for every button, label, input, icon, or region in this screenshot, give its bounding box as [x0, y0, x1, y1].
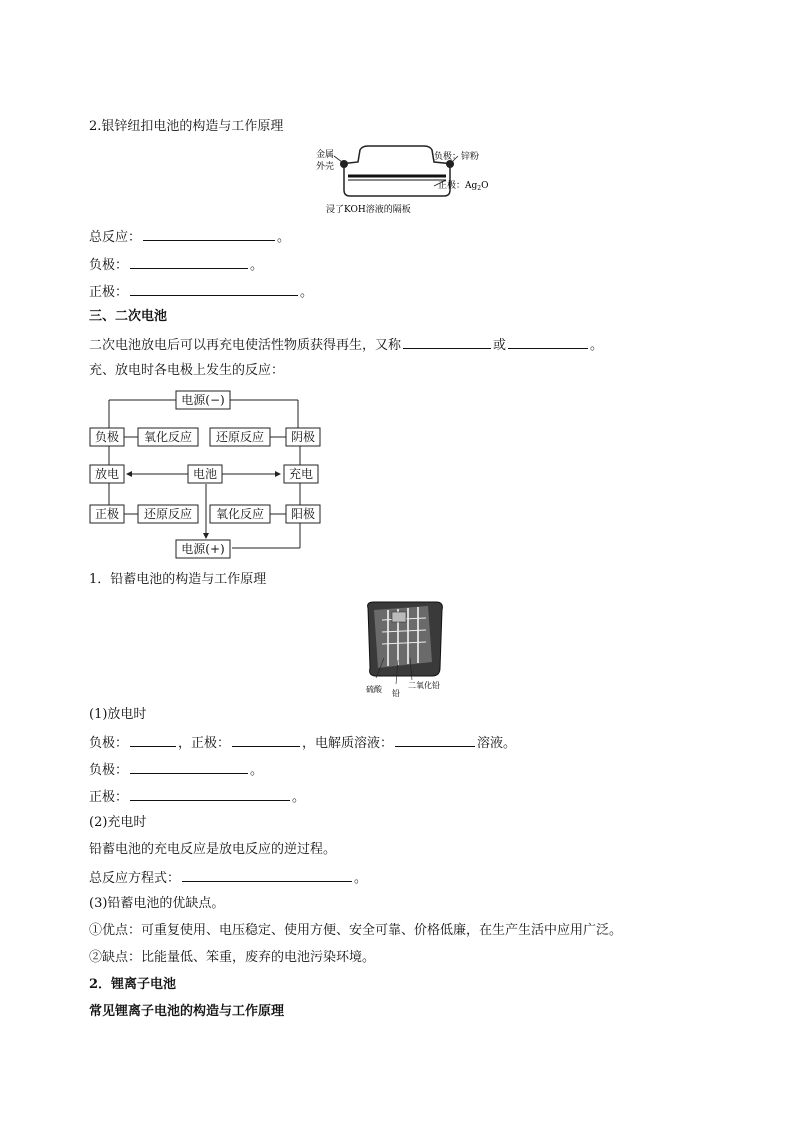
positive-ag2o-label: 正极：Ag [438, 181, 478, 191]
alias-blank-1[interactable] [403, 335, 491, 349]
pros-cons-heading: (3)铅蓄电池的优缺点。 [89, 896, 225, 911]
svg-text:正极：Ag2O [438, 179, 488, 192]
total-reaction-blank[interactable] [143, 227, 275, 241]
discharge-heading: (1)放电时 [89, 707, 147, 722]
electrolyte-tail: 溶液。 [477, 736, 517, 751]
secondary-intro-line [89, 335, 603, 355]
lithium-subheading: 常见锂离子电池的构造与工作原理 [89, 1004, 285, 1019]
flow-reduction-left: 还原反应 [143, 507, 193, 521]
lead-acid-battery-image [362, 598, 448, 698]
period: 。 [277, 230, 291, 245]
separator-label: 浸了KOH溶液的隔板 [326, 205, 411, 215]
total-equation-label: 总反应方程式： [89, 871, 181, 886]
alias-blank-2[interactable] [508, 335, 588, 349]
period: 。 [250, 258, 264, 273]
electrolyte-blank[interactable] [395, 733, 475, 747]
button-battery-diagram [312, 140, 512, 218]
metal-shell-label-2: 外壳 [316, 162, 335, 172]
positive-label: 正极： [89, 790, 129, 805]
flow-anode: 阳极 [290, 507, 316, 521]
negative-label: 负极： [89, 763, 129, 778]
intro-or: 或 [493, 338, 507, 353]
label-lead-dioxide: 二氧化铅 [408, 681, 440, 690]
flow-cathode: 阴极 [290, 430, 316, 444]
charge-heading: (2)充电时 [89, 815, 147, 830]
period: 。 [354, 871, 368, 886]
flow-power-positive: 电源(+) [181, 542, 225, 556]
metal-shell-label-1: 金属 [316, 150, 335, 160]
lead-acid-title: 1．铅蓄电池的构造与工作原理 [89, 572, 267, 587]
silver-zinc-negative-line [89, 255, 263, 275]
silver-zinc-positive-line [89, 282, 313, 302]
flow-oxidation-left: 氧化反应 [143, 430, 193, 444]
flow-positive: 正极 [94, 507, 120, 521]
negative-label: 负极： [89, 258, 129, 273]
discharge-neg-label: 负极： [89, 736, 129, 751]
flow-oxidation-right: 氧化反应 [215, 507, 265, 521]
flow-charge: 充电 [288, 467, 314, 481]
pros-text: ①优点：可重复使用、电压稳定、使用方便、安全可靠、价格低廉，在生产生活中应用广泛。 [89, 923, 623, 938]
label-sulfuric-acid: 硫酸 [366, 685, 382, 694]
total-equation-line [89, 868, 367, 888]
lead-positive-blank[interactable] [130, 787, 290, 801]
electrolyte-label: ，电解质溶液： [302, 736, 394, 751]
negative-reaction-blank[interactable] [130, 255, 248, 269]
period: 。 [250, 763, 264, 778]
discharge-pos-label: ，正极： [178, 736, 231, 751]
flow-discharge: 放电 [94, 467, 120, 481]
flow-battery: 电池 [192, 467, 218, 481]
silver-zinc-total-reaction [89, 227, 290, 247]
total-equation-blank[interactable] [182, 868, 352, 882]
discharge-neg-blank[interactable] [130, 733, 176, 747]
flow-reduction-right: 还原反应 [215, 430, 265, 444]
period: 。 [300, 285, 314, 300]
period: 。 [590, 338, 604, 353]
positive-label: 正极： [89, 285, 129, 300]
flow-power-negative: 电源(−) [181, 393, 225, 407]
discharge-electrode-line [89, 733, 516, 753]
discharge-pos-blank[interactable] [232, 733, 300, 747]
lead-positive-line [89, 787, 305, 807]
lithium-heading: 2．锂离子电池 [89, 977, 177, 992]
total-reaction-label: 总反应： [89, 230, 142, 245]
charge-discharge-flowchart [80, 388, 340, 564]
positive-ag2o-tail: O [481, 181, 489, 191]
reaction-intro: 充、放电时各电极上发生的反应： [89, 363, 285, 378]
positive-reaction-blank[interactable] [130, 282, 298, 296]
negative-zinc-label: 负极：锌粉 [434, 152, 480, 162]
period: 。 [292, 790, 306, 805]
lead-negative-blank[interactable] [130, 760, 248, 774]
intro-text: 二次电池放电后可以再充电使活性物质获得再生，又称 [89, 338, 402, 353]
charge-text: 铅蓄电池的充电反应是放电反应的逆过程。 [89, 842, 337, 857]
label-lead: 铅 [392, 689, 400, 698]
positive-ag2o-sub: 2 [477, 185, 482, 192]
lead-negative-line [89, 760, 263, 780]
cons-text: ②缺点：比能量低、笨重，废弃的电池污染环境。 [89, 950, 376, 965]
flow-negative: 负极 [94, 430, 120, 444]
secondary-battery-heading: 三、二次电池 [89, 309, 168, 324]
silver-zinc-title: 2.银锌纽扣电池的构造与工作原理 [89, 119, 284, 134]
